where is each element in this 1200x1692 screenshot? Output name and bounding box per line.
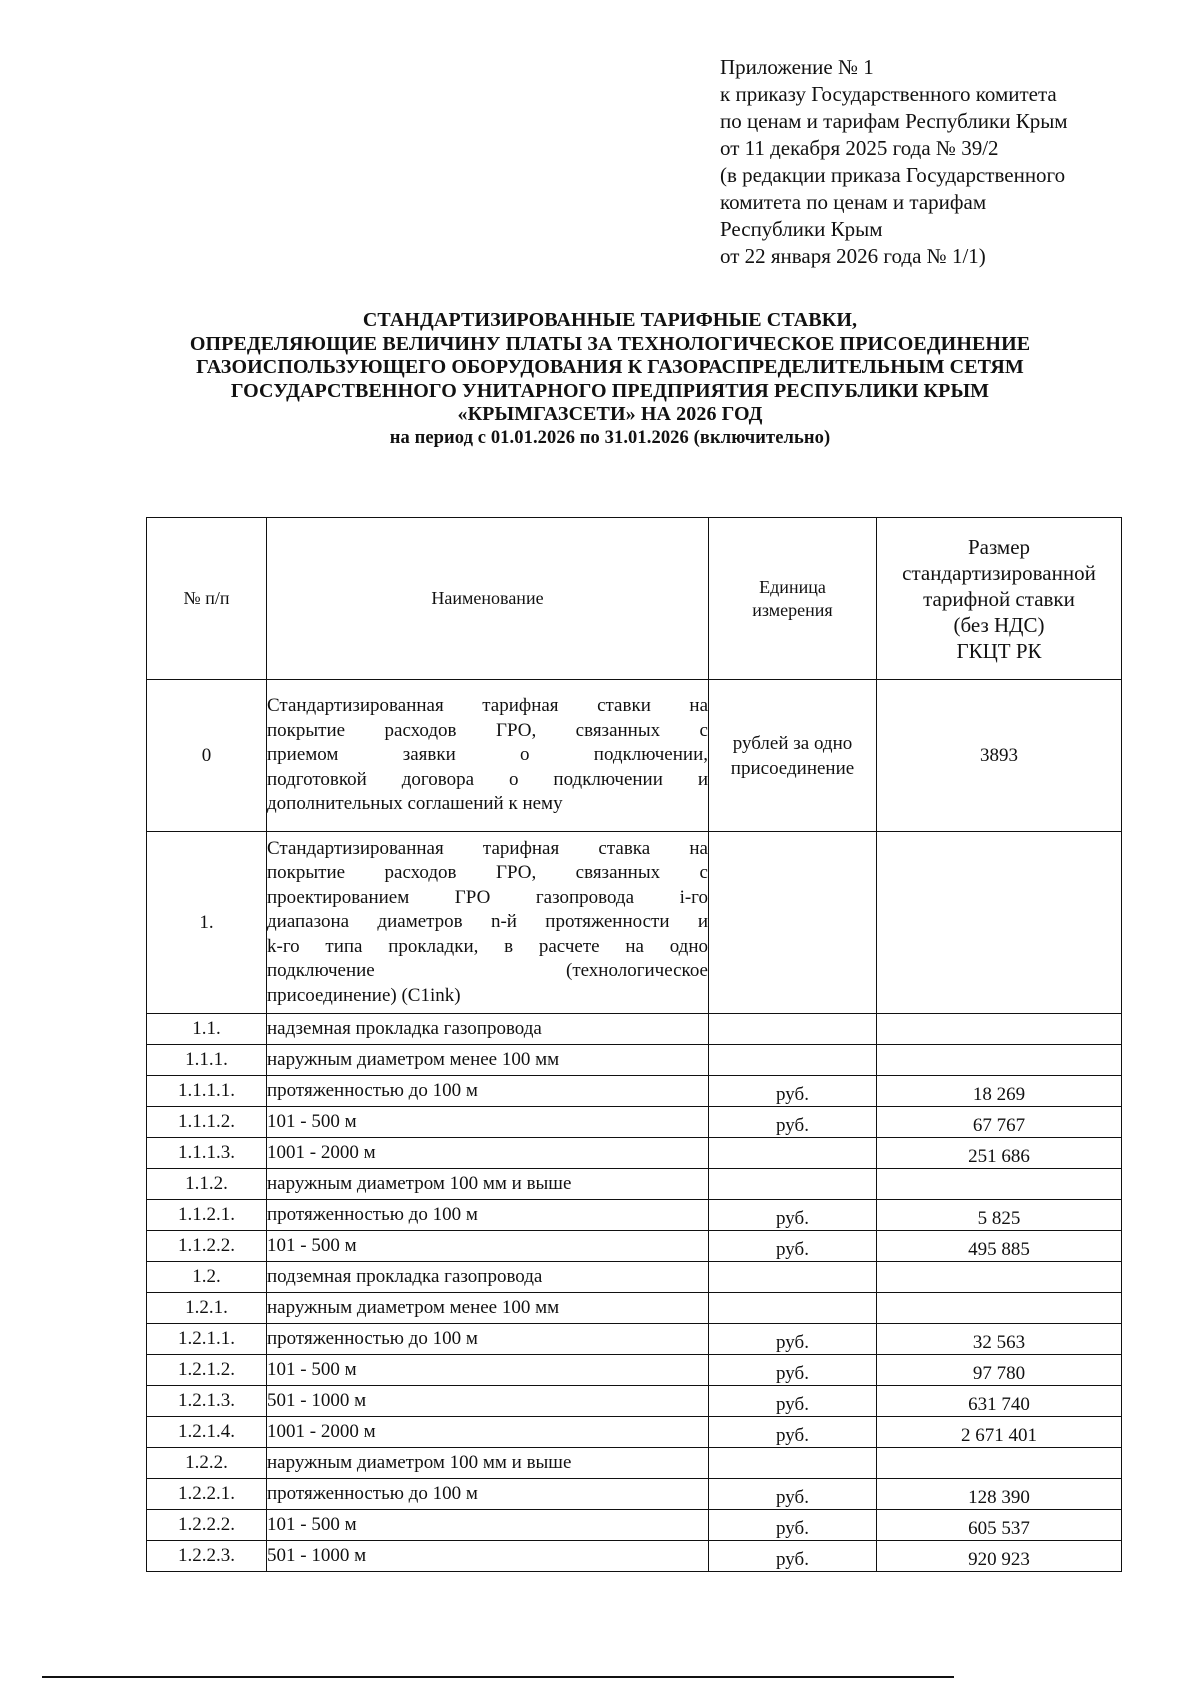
row-name-line: подготовкой договора о подключении и — [267, 768, 708, 790]
row-value — [877, 1448, 1122, 1479]
title-line: СТАНДАРТИЗИРОВАННЫЕ ТАРИФНЫЕ СТАВКИ, — [362, 309, 858, 331]
header-unit-line: измерения — [752, 599, 833, 620]
row-value: 67 767 — [877, 1107, 1122, 1138]
row-number: 1.2.2.3. — [147, 1541, 267, 1572]
row-number: 1.2.1.3. — [147, 1386, 267, 1417]
table-row — [147, 1510, 1122, 1541]
row-unit: руб. — [709, 1355, 877, 1386]
row-number: 1.1.1. — [147, 1045, 267, 1076]
row-number: 0 — [147, 680, 267, 832]
row-value — [877, 1293, 1122, 1324]
row-name: 501 - 1000 м — [267, 1386, 709, 1417]
row-number: 1.1.2. — [147, 1169, 267, 1200]
table-row — [147, 1417, 1122, 1448]
table-row — [147, 1541, 1122, 1572]
table-row — [147, 1200, 1122, 1231]
row-name-line: k-го типа прокладки, в расчете на одно — [267, 935, 708, 957]
row-value: 5 825 — [877, 1200, 1122, 1231]
row-number: 1.1. — [147, 1014, 267, 1045]
table-row — [147, 1293, 1122, 1324]
row-unit: руб. — [709, 1231, 877, 1262]
table-row — [147, 1324, 1122, 1355]
appendix-line: Приложение № 1 — [720, 55, 874, 79]
row-name: наружным диаметром 100 мм и выше — [267, 1169, 709, 1200]
header-name: Наименование — [267, 518, 709, 680]
row-unit: руб. — [709, 1076, 877, 1107]
header-rate-line: тарифной ставки — [923, 586, 1075, 611]
table-row — [147, 1386, 1122, 1417]
row-unit — [709, 680, 877, 832]
row-name: 1001 - 2000 м — [267, 1417, 709, 1448]
row-number: 1.2.1.4. — [147, 1417, 267, 1448]
row-value: 3893 — [877, 680, 1122, 832]
table-row — [147, 680, 1122, 832]
tariff-table — [146, 517, 1122, 1572]
table-row — [147, 1231, 1122, 1262]
row-name-line: подключение (технологическое — [267, 960, 708, 982]
row-name-line: присоединение) (C1ink) — [267, 984, 461, 1006]
row-value — [877, 1169, 1122, 1200]
row-unit — [709, 1014, 877, 1045]
row-name: 101 - 500 м — [267, 1510, 709, 1541]
row-unit — [709, 1045, 877, 1076]
header-rate-line: (без НДС) — [953, 612, 1045, 637]
title-line: ГОСУДАРСТВЕННОГО УНИТАРНОГО ПРЕДПРИЯТИЯ РЕСПУБЛИКИ КРЫМ — [230, 379, 990, 402]
header-unit-line: Единица — [759, 576, 826, 597]
table-row — [147, 1107, 1122, 1138]
row-value — [877, 1262, 1122, 1293]
row-value: 2 671 401 — [877, 1417, 1122, 1448]
row-name — [267, 680, 709, 832]
row-unit: руб. — [709, 1510, 877, 1541]
row-number: 1.2.2.2. — [147, 1510, 267, 1541]
appendix-line: по ценам и тарифам Республики Крым — [720, 109, 1068, 133]
row-number: 1.1.1.3. — [147, 1138, 267, 1169]
row-name-line: покрытие расходов ГРО, связанных с — [267, 719, 708, 741]
row-unit — [709, 1262, 877, 1293]
table-row — [147, 832, 1122, 1014]
row-number: 1.2.1.2. — [147, 1355, 267, 1386]
row-value: 18 269 — [877, 1076, 1122, 1107]
row-value: 495 885 — [877, 1231, 1122, 1262]
row-unit: руб. — [709, 1107, 877, 1138]
row-unit-line: рублей за одно — [732, 732, 853, 754]
row-value: 32 563 — [877, 1324, 1122, 1355]
row-name: 1001 - 2000 м — [267, 1138, 709, 1169]
row-unit: руб. — [709, 1541, 877, 1572]
row-number: 1.2.2. — [147, 1448, 267, 1479]
appendix-line: от 11 декабря 2025 года № 39/2 — [720, 136, 999, 160]
rows-body — [147, 1014, 1122, 1572]
row-unit — [709, 1169, 877, 1200]
row-value: 605 537 — [877, 1510, 1122, 1541]
row-unit — [709, 832, 877, 1014]
row-name-line: диапазона диаметров n-й протяженности и — [267, 911, 708, 933]
row-name: надземная прокладка газопровода — [267, 1014, 709, 1045]
row-name-line: дополнительных соглашений к нему — [267, 793, 563, 815]
header-rate-line: ГКЦТ РК — [956, 638, 1042, 663]
row-number: 1.1.1.2. — [147, 1107, 267, 1138]
row-value: 920 923 — [877, 1541, 1122, 1572]
title-line: ОПРЕДЕЛЯЮЩИЕ ВЕЛИЧИНУ ПЛАТЫ ЗА ТЕХНОЛОГИЧЕСКОЕ ПРИСОЕДИНЕНИЕ — [189, 332, 1031, 355]
appendix-header — [720, 54, 1160, 270]
row-number: 1.2.2.1. — [147, 1479, 267, 1510]
document-title — [140, 309, 1080, 450]
row-name: 501 - 1000 м — [267, 1541, 709, 1572]
row-name-line: Стандартизированная тарифная ставка на — [267, 837, 708, 859]
table-row — [147, 1479, 1122, 1510]
row-number: 1.1.2.2. — [147, 1231, 267, 1262]
row-name: 101 - 500 м — [267, 1107, 709, 1138]
row-unit — [709, 1448, 877, 1479]
header-rate-line: стандартизированной — [902, 560, 1096, 585]
row-value: 631 740 — [877, 1386, 1122, 1417]
table-row — [147, 1138, 1122, 1169]
table-row — [147, 1262, 1122, 1293]
appendix-line: (в редакции приказа Государственного — [720, 163, 1066, 187]
row-name-line: приемом заявки о подключении, — [267, 744, 708, 766]
row-number: 1.2.1.1. — [147, 1324, 267, 1355]
row-unit: руб. — [709, 1200, 877, 1231]
row-name-line: Стандартизированная тарифная ставки на — [267, 695, 708, 717]
row-unit: руб. — [709, 1479, 877, 1510]
header-unit — [709, 518, 877, 680]
row-number: 1. — [147, 832, 267, 1014]
row-name-line: проектированием ГРО газопровода i-го — [267, 886, 708, 908]
row-name: протяженностью до 100 м — [267, 1200, 709, 1231]
row-number: 1.2.1. — [147, 1293, 267, 1324]
row-name: 101 - 500 м — [267, 1355, 709, 1386]
header-num: № п/п — [147, 518, 267, 680]
header-rate-line: Размер — [967, 534, 1031, 559]
row-name — [267, 832, 709, 1014]
row-name: протяженностью до 100 м — [267, 1479, 709, 1510]
row-name: подземная прокладка газопровода — [267, 1262, 709, 1293]
table-row — [147, 1448, 1122, 1479]
row-name: наружным диаметром менее 100 мм — [267, 1045, 709, 1076]
footer-rule — [42, 1676, 954, 1678]
row-number: 1.1.1.1. — [147, 1076, 267, 1107]
title-line: ГАЗОИСПОЛЬЗУЮЩЕГО ОБОРУДОВАНИЯ К ГАЗОРАСПРЕДЕЛИТЕЛЬНЫМ СЕТЯМ — [196, 356, 1024, 378]
appendix-line: комитета по ценам и тарифам — [720, 190, 987, 214]
table-row — [147, 1014, 1122, 1045]
title-period: на период с 01.01.2026 по 31.01.2026 (включительно) — [389, 427, 831, 448]
row-unit: руб. — [709, 1324, 877, 1355]
row-value — [877, 832, 1122, 1014]
header-rate — [877, 518, 1122, 680]
row-value: 97 780 — [877, 1355, 1122, 1386]
table-row — [147, 1045, 1122, 1076]
appendix-line: от 22 января 2026 года № 1/1) — [720, 244, 986, 268]
row-name: протяженностью до 100 м — [267, 1324, 709, 1355]
row-value — [877, 1045, 1122, 1076]
row-name: наружным диаметром менее 100 мм — [267, 1293, 709, 1324]
row-value — [877, 1014, 1122, 1045]
table-row — [147, 1169, 1122, 1200]
row-unit-line: присоединение — [730, 757, 855, 779]
row-name-line: покрытие расходов ГРО, связанных с — [267, 862, 708, 884]
row-unit — [709, 1293, 877, 1324]
table-row — [147, 1076, 1122, 1107]
row-name: наружным диаметром 100 мм и выше — [267, 1448, 709, 1479]
row-unit — [709, 1138, 877, 1169]
appendix-line: к приказу Государственного комитета — [720, 82, 1057, 106]
row-unit: руб. — [709, 1386, 877, 1417]
row-value: 251 686 — [877, 1138, 1122, 1169]
row-value: 128 390 — [877, 1479, 1122, 1510]
table-row — [147, 1355, 1122, 1386]
appendix-line: Республики Крым — [720, 217, 883, 241]
row-unit: руб. — [709, 1417, 877, 1448]
row-name: 101 - 500 м — [267, 1231, 709, 1262]
title-line: «КРЫМГАЗСЕТИ» НА 2026 ГОД — [457, 403, 763, 425]
row-name: протяженностью до 100 м — [267, 1076, 709, 1107]
row-number: 1.1.2.1. — [147, 1200, 267, 1231]
row-number: 1.2. — [147, 1262, 267, 1293]
